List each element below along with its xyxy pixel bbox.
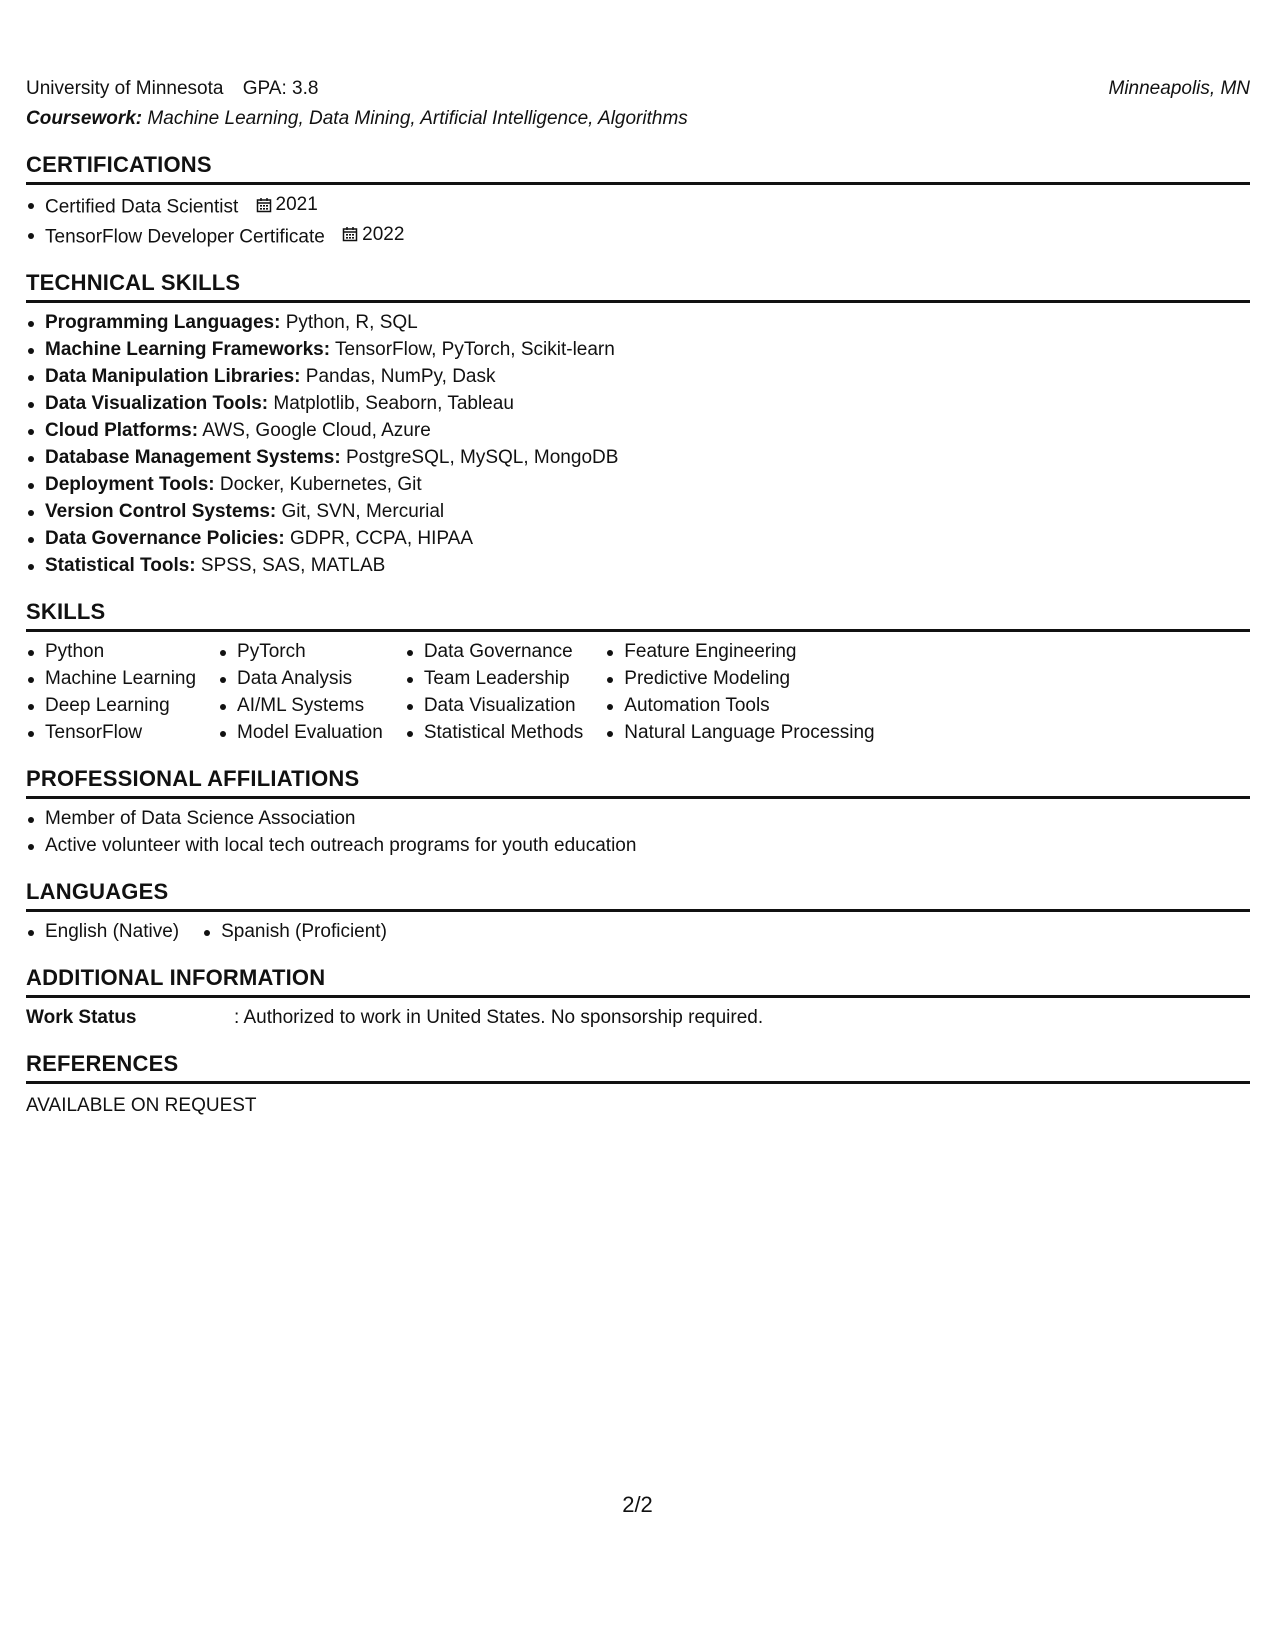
list-item: Automation Tools [605,692,874,719]
references-section [26,1051,1250,1119]
skills-column [605,638,896,746]
technical-skills-list [26,309,1250,579]
list-item: Data Governance [405,638,583,665]
list-item: Data Analysis [218,665,383,692]
section-title-references: REFERENCES [26,1051,1250,1084]
list-item [26,525,1250,552]
skill-category: Database Management Systems: [45,447,341,468]
list-item: Statistical Methods [405,719,583,746]
list-item: Member of Data Science Association [26,805,1250,832]
skill-values: Matplotlib, Seaborn, Tableau [273,393,514,414]
list-item: Feature Engineering [605,638,874,665]
list-item: Model Evaluation [218,719,383,746]
list-item [26,552,1250,579]
section-title-technical-skills: TECHNICAL SKILLS [26,270,1250,303]
skill-values: Git, SVN, Mercurial [281,501,445,522]
section-title-certifications: CERTIFICATIONS [26,152,1250,185]
section-title-skills: SKILLS [26,599,1250,632]
work-status-row [26,1004,1250,1031]
skill-category: Data Governance Policies: [45,528,285,549]
affiliations-list [26,805,1250,859]
certification-name: Certified Data Scientist [45,196,239,218]
skills-column [218,638,405,746]
list-item: PyTorch [218,638,383,665]
resume-page [26,76,1250,1119]
skill-values: Docker, Kubernetes, Git [219,474,422,495]
skill-category: Version Control Systems: [45,501,277,522]
list-item: Deep Learning [26,692,196,719]
school-name: University of Minnesota [26,78,224,99]
education-school-gpa [26,76,332,102]
skill-category: Machine Learning Frameworks: [45,339,331,360]
list-item: Natural Language Processing [605,719,874,746]
skill-category: Deployment Tools: [45,474,215,495]
affiliations-section [26,766,1250,859]
certification-name: TensorFlow Developer Certificate [45,226,325,247]
additional-info-section [26,965,1250,1031]
certification-year: 2021 [275,194,318,215]
list-item: Team Leadership [405,665,583,692]
education-line [26,76,1250,102]
list-item [26,498,1250,525]
section-title-languages: LANGUAGES [26,879,1250,912]
list-item [26,221,1250,251]
certifications-section [26,152,1250,250]
list-item: Data Visualization [405,692,583,719]
skill-category: Data Visualization Tools: [45,393,269,414]
skill-values: SPSS, SAS, MATLAB [200,555,386,576]
list-item: TensorFlow [26,719,196,746]
list-item [26,191,1250,221]
technical-skills-section [26,270,1250,579]
skills-column [405,638,605,746]
gpa: GPA: 3.8 [242,78,319,99]
education-location: Minneapolis, MN [1108,78,1250,99]
list-item: Spanish (Proficient) [202,918,387,945]
certifications-list [26,191,1250,250]
skill-category: Statistical Tools: [45,555,196,576]
list-item [26,444,1250,471]
references-text: AVAILABLE ON REQUEST [26,1095,257,1116]
education-block [26,76,1250,132]
skill-values: GDPR, CCPA, HIPAA [290,528,473,549]
skill-category: Programming Languages: [45,312,281,333]
skill-values: TensorFlow, PyTorch, Scikit-learn [335,339,615,360]
page-number: 2/2 [622,1492,653,1517]
skill-category: Data Manipulation Libraries: [45,366,301,387]
work-status-label: Work Status [26,1007,137,1028]
list-item [26,390,1250,417]
skill-values: Pandas, NumPy, Dask [305,366,496,387]
certification-date [342,221,404,248]
section-title-additional-info: ADDITIONAL INFORMATION [26,965,1250,998]
coursework-line [26,106,1250,132]
work-status-value: : Authorized to work in United States. No sponsorship required. [234,1007,764,1028]
list-item [26,363,1250,390]
coursework-label: Coursework: [26,108,143,129]
list-item: English (Native) [26,918,179,945]
calendar-icon [342,226,358,242]
list-item [26,309,1250,336]
list-item: Machine Learning [26,665,196,692]
list-item [26,471,1250,498]
list-item: Python [26,638,196,665]
languages-section [26,879,1250,945]
certification-date [256,191,318,218]
list-item: AI/ML Systems [218,692,383,719]
coursework-list: Machine Learning, Data Mining, Artificial Intelligence, Algorithms [147,108,688,129]
skill-values: PostgreSQL, MySQL, MongoDB [345,447,619,468]
calendar-icon [256,197,272,213]
skill-values: Python, R, SQL [285,312,418,333]
list-item [26,336,1250,363]
skills-section [26,599,1250,746]
certification-year: 2022 [362,223,405,245]
list-item [26,417,1250,444]
languages-list [26,918,1250,945]
list-item: Predictive Modeling [605,665,874,692]
skill-values: AWS, Google Cloud, Azure [202,420,431,441]
section-title-affiliations: PROFESSIONAL AFFILIATIONS [26,766,1250,799]
skills-column [26,638,218,746]
skill-category: Cloud Platforms: [45,420,199,441]
list-item: Active volunteer with local tech outreach programs for youth education [26,832,1250,859]
skills-grid [26,638,1250,746]
